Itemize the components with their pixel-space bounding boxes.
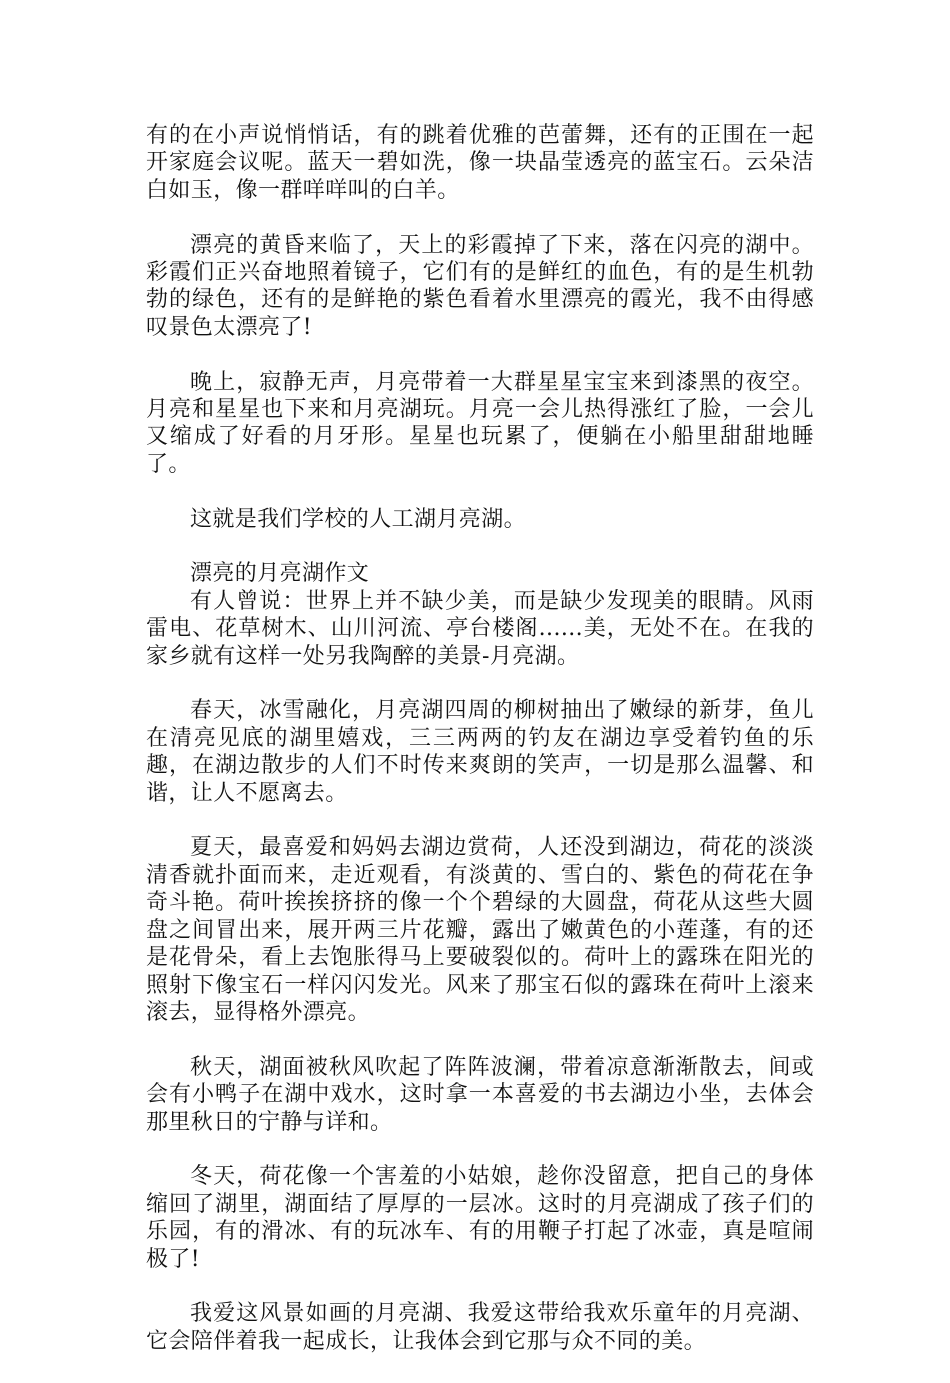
paragraph-autumn: 秋天，湖面被秋风吹起了阵阵波澜，带着凉意渐渐散去，间或会有小鸭子在湖中戏水，这时拿一本喜爱的书去湖边小坐，去体会那里秋日的宁静与详和。 bbox=[146, 1054, 814, 1135]
paragraph-spring: 春天，冰雪融化，月亮湖四周的柳树抽出了嫩绿的新芽，鱼儿在清亮见底的湖里嬉戏，三三两两的钓友在湖边享受着钓鱼的乐趣，在湖边散步的人们不时传来爽朗的笑声，一切是那么温馨、和谐，让人不愿离去。 bbox=[146, 698, 814, 806]
essay-title: 漂亮的月亮湖作文 bbox=[190, 561, 370, 587]
paragraph-summer: 夏天，最喜爱和妈妈去湖边赏荷，人还没到湖边，荷花的淡淡清香就扑面而来，走近观看，有淡黄的、雪白的、紫色的荷花在争奇斗艳。荷叶挨挨挤挤的像一个个碧绿的大圆盘，荷花从这些大圆盘之间冒出来，展开两三片花瓣，露出了嫩黄色的小莲蓬，有的还是花骨朵，看上去饱胀得马上要破裂似的。荷叶上的露珠在阳光的照射下像宝石一样闪闪发光。风来了那宝石似的露珠在荷叶上滚来滚去，显得格外漂亮。 bbox=[146, 835, 814, 1025]
paragraph-closing: 我爱这风景如画的月亮湖、我爱这带给我欢乐童年的月亮湖、它会陪伴着我一起成长，让我体会到它那与众不同的美。 bbox=[146, 1301, 814, 1354]
paragraph-winter: 冬天，荷花像一个害羞的小姑娘，趁你没留意，把自己的身体缩回了湖里，湖面结了厚厚的一层冰。这时的月亮湖成了孩子们的乐园，有的滑冰、有的玩冰车、有的用鞭子打起了冰壶，真是喧闹极了! bbox=[146, 1164, 814, 1272]
document-body bbox=[146, 122, 814, 1383]
paragraph-conclusion: 这就是我们学校的人工湖月亮湖。 bbox=[190, 506, 527, 532]
paragraph-evening: 漂亮的黄昏来临了，天上的彩霞掉了下来，落在闪亮的湖中。彩霞们正兴奋地照着镜子，它们有的是鲜红的血色，有的是生机勃勃的绿色，还有的是鲜艳的紫色看着水里漂亮的霞光，我不由得感叹景色太漂亮了! bbox=[146, 232, 814, 340]
paragraph-intro: 有人曾说：世界上并不缺少美，而是缺少发现美的眼睛。风雨雷电、花草树木、山川河流、亭台楼阁......美，无处不在。在我的家乡就有这样一处另我陶醉的美景-月亮湖。 bbox=[146, 588, 814, 669]
paragraph-continued: 有的在小声说悄悄话，有的跳着优雅的芭蕾舞，还有的正围在一起开家庭会议呢。蓝天一碧如洗，像一块晶莹透亮的蓝宝石。云朵洁白如玉，像一群咩咩叫的白羊。 bbox=[146, 123, 814, 203]
paragraph-night: 晚上，寂静无声，月亮带着一大群星星宝宝来到漆黑的夜空。月亮和星星也下来和月亮湖玩。月亮一会儿热得涨红了脸，一会儿又缩成了好看的月牙形。星星也玩累了，便躺在小船里甜甜地睡了。 bbox=[146, 369, 814, 477]
